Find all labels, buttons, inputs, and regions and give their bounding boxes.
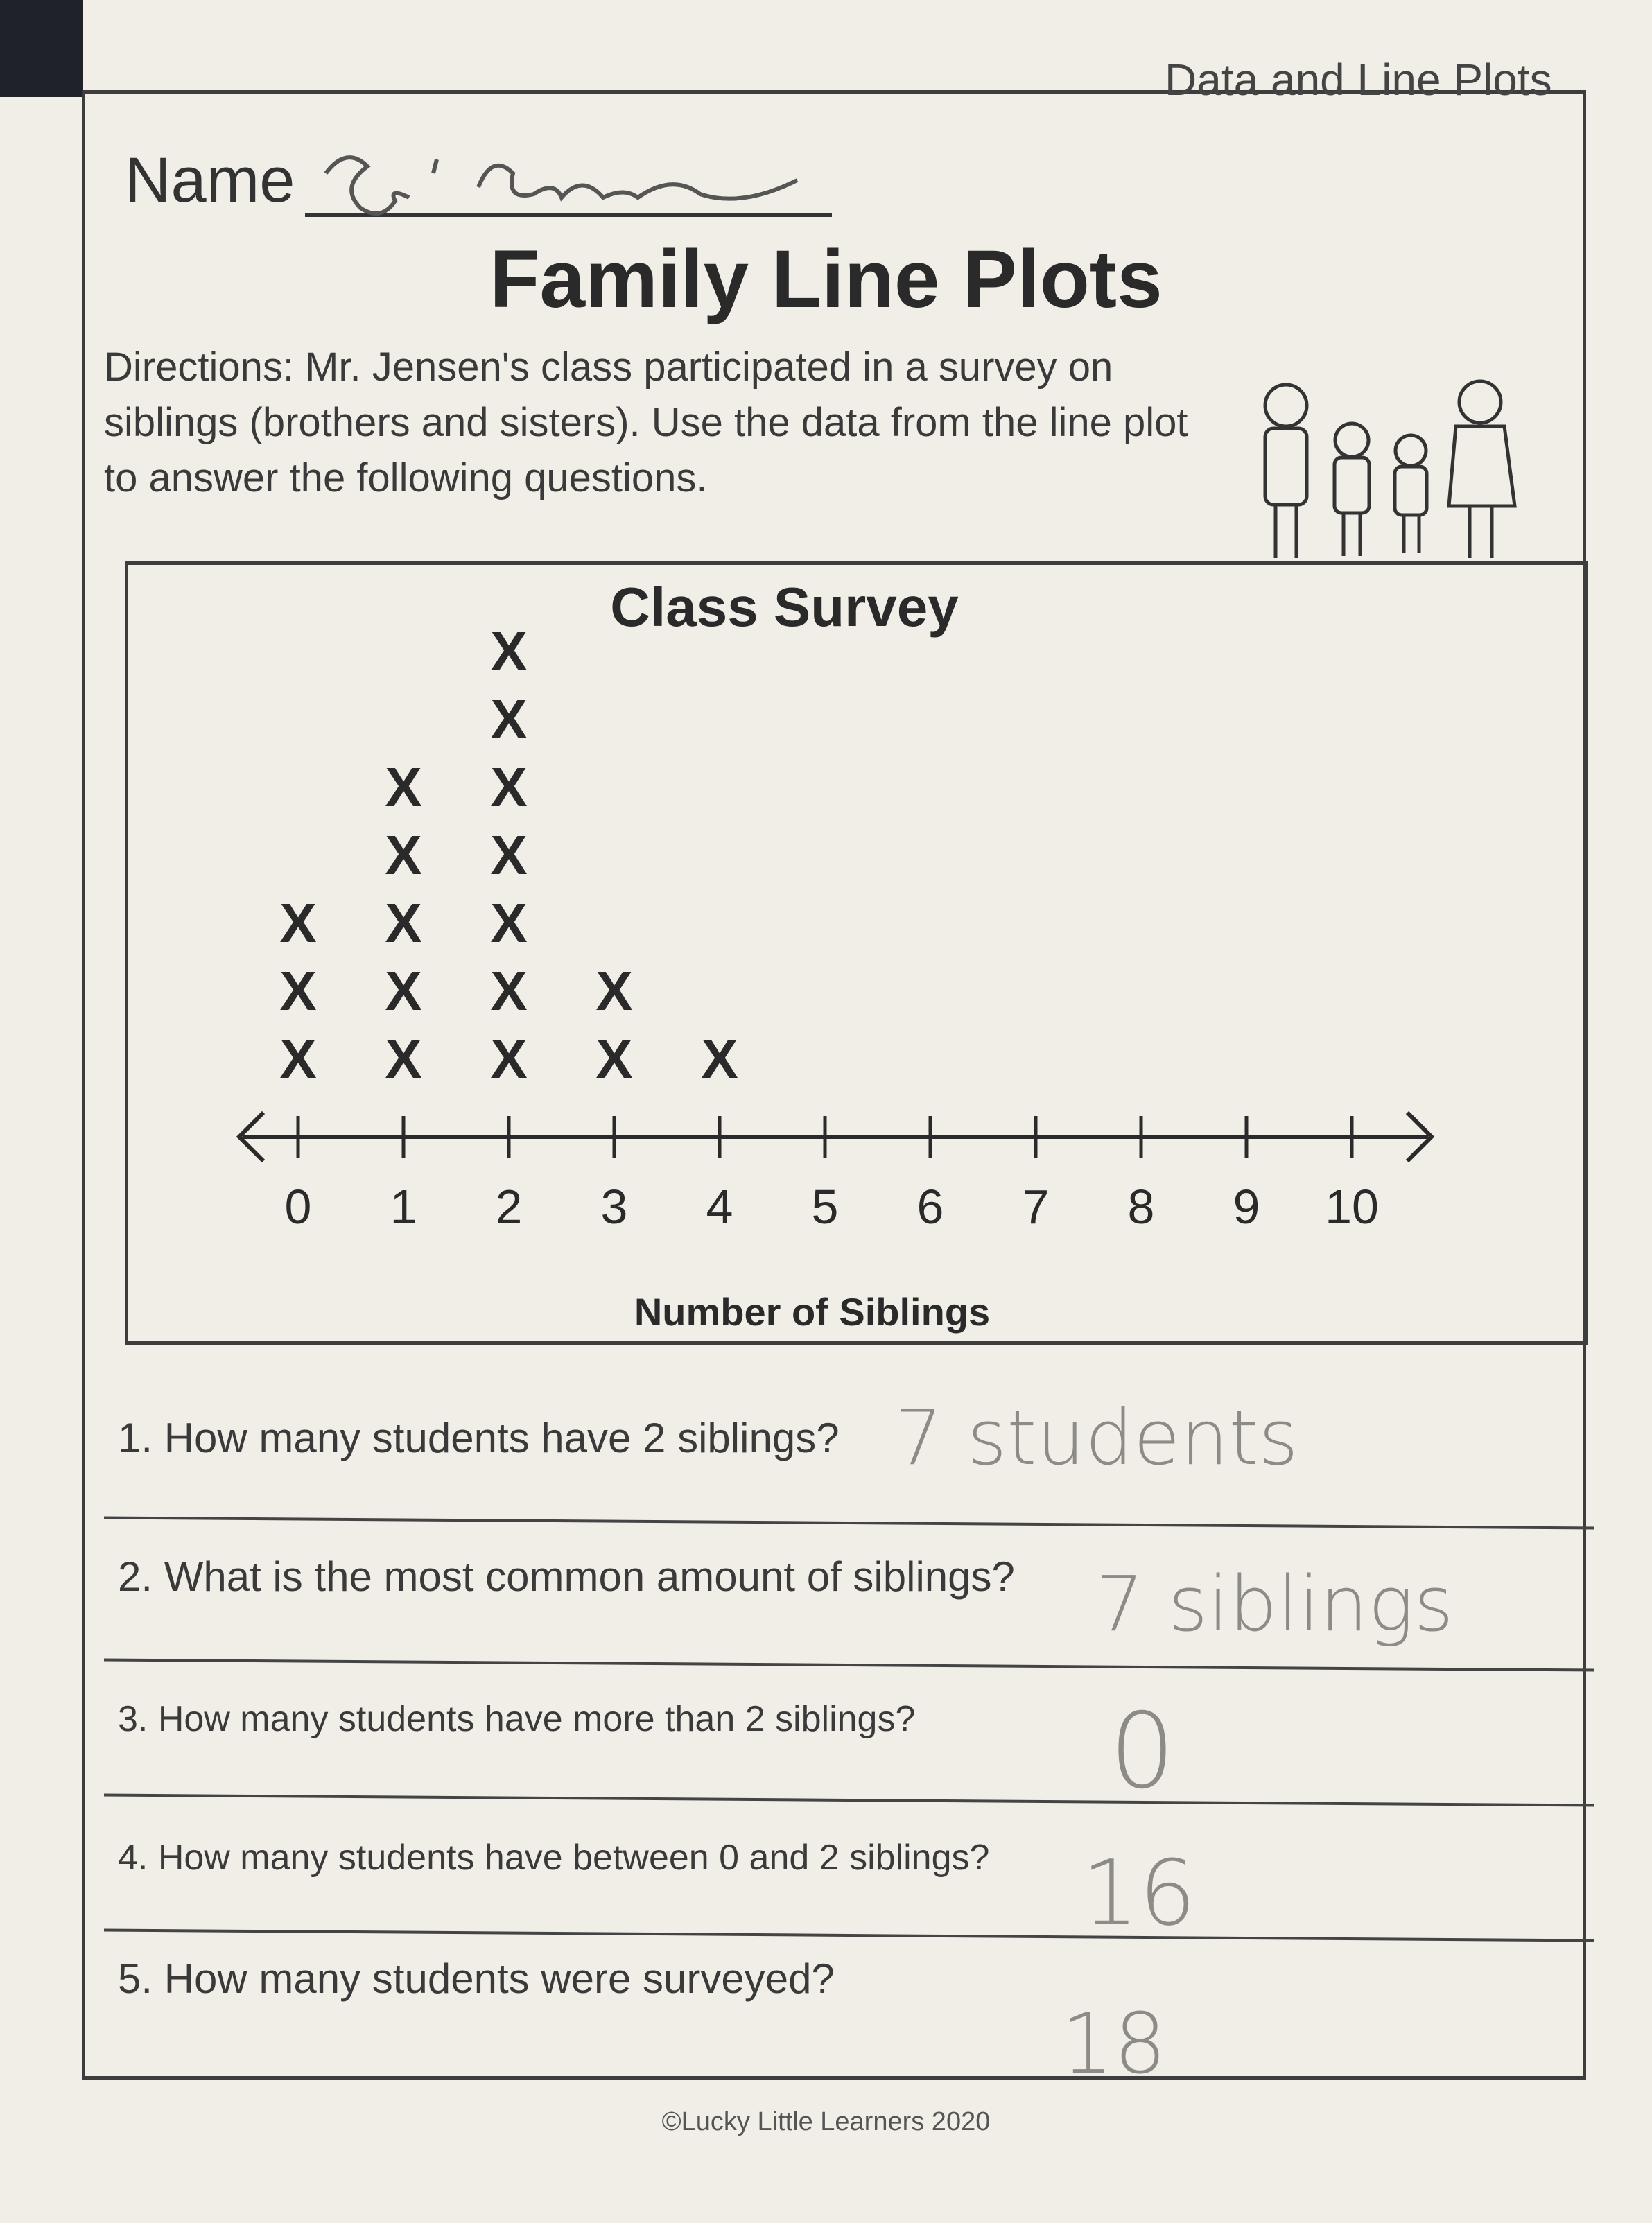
x-marker: X [279, 1028, 317, 1090]
answer-3: 0 [1109, 1691, 1176, 1812]
x-marker: X [385, 960, 422, 1022]
x-marker: X [385, 824, 422, 886]
tick-label: 3 [600, 1180, 628, 1234]
x-marker: X [595, 960, 633, 1022]
question-1: 1. How many students have 2 siblings? [118, 1415, 840, 1461]
name-label: Name [125, 145, 295, 216]
tick-label: 0 [284, 1180, 312, 1234]
tick-label: 6 [916, 1180, 944, 1234]
x-marker: X [279, 960, 317, 1022]
x-marker: X [490, 892, 528, 954]
tick-label: 1 [390, 1180, 417, 1234]
tick-label: 10 [1325, 1180, 1379, 1234]
x-marker: X [385, 892, 422, 954]
answer-1: 7 students [894, 1393, 1298, 1482]
tick-label: 4 [706, 1180, 733, 1234]
question-5: 5. How many students were surveyed? [118, 1955, 835, 2002]
directions-text: Directions: Mr. Jensen's class participated in a survey on siblings (brothers and sisters). Use the data from the line plot to answer the following questions. [104, 345, 1188, 500]
x-marker: X [595, 1028, 633, 1090]
answer-4: 16 [1081, 1840, 1197, 1946]
x-marker: X [385, 1028, 422, 1090]
answer-5: 18 [1061, 1996, 1167, 2093]
copyright-footer: ©Lucky Little Learners 2020 [661, 2107, 991, 2136]
tick-label: 2 [495, 1180, 523, 1234]
x-marker: X [490, 1028, 528, 1090]
question-2: 2. What is the most common amount of siblings? [118, 1553, 1015, 1600]
topic-header: Data and Line Plots [1165, 55, 1552, 105]
tick-label: 8 [1127, 1180, 1155, 1234]
x-axis-label: Number of Siblings [634, 1290, 991, 1334]
x-marker: X [490, 620, 528, 682]
worksheet-title: Family Line Plots [489, 234, 1163, 325]
tick-label: 9 [1233, 1180, 1260, 1234]
tick-label: 5 [811, 1180, 839, 1234]
x-marker: X [490, 688, 528, 750]
x-marker: X [490, 824, 528, 886]
x-marker: X [279, 892, 317, 954]
question-3: 3. How many students have more than 2 siblings? [118, 1699, 916, 1739]
x-marker: X [385, 756, 422, 818]
chart-title: Class Survey [610, 576, 959, 638]
tick-label: 7 [1022, 1180, 1050, 1234]
answer-2: 7 siblings [1095, 1560, 1454, 1648]
x-marker: X [490, 756, 528, 818]
x-marker: X [490, 960, 528, 1022]
question-4: 4. How many students have between 0 and 2 siblings? [118, 1838, 990, 1878]
x-marker: X [701, 1028, 738, 1090]
